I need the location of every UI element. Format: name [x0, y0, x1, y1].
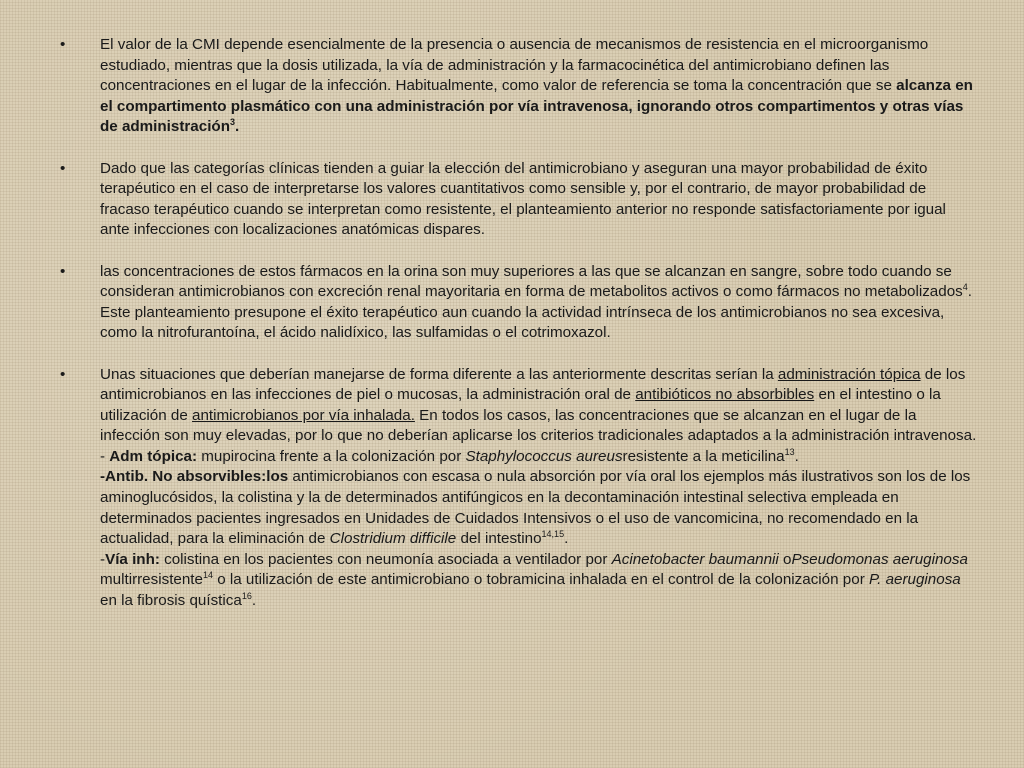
- text-run: mupirocina frente a la colonización por: [197, 447, 466, 465]
- bullet-paragraph-categorias: [58, 159, 978, 241]
- underlined-term: antimicrobianos por vía inhalada.: [192, 406, 415, 424]
- bullet-block-situaciones: [58, 365, 978, 612]
- text-run: -: [100, 447, 110, 465]
- text-run: colistina en los pacientes con neumonía asociada a ventilador por: [159, 550, 612, 568]
- bullet-icon: •: [60, 159, 66, 177]
- superscript-ref: 14: [202, 570, 213, 581]
- text-run: En todos los casos, las concentraciones que se alcanzan en el lugar de la infección son muy elevadas, por lo que no deberían aplicarse los criterios tradicionales adaptados a la administración intravenosa.: [100, 406, 977, 445]
- text-run: Dado que las categorías clínicas tienden a guiar la elección del antimicrobiano y aseguran una mayor probabilidad de éxito terapéutico en el caso de interpretarse los valores cuantitativos como sensible y, por el contrario, de mayor probabilidad de fracaso terapéutico cuando se interpretan como resistente, el planteamiento anterior no responde satisfactoriamente por igual ante infecciones con localizaciones anatómicas dispares.: [100, 159, 946, 239]
- bullet-paragraph-situaciones: [58, 365, 978, 447]
- sub-item-via-inhalada: [58, 550, 978, 612]
- bullet-paragraph-cmi: [58, 35, 978, 138]
- superscript-ref: 3: [229, 117, 235, 128]
- text-run: en la fibrosis quística: [100, 592, 242, 610]
- sub-item-no-absorbibles: [58, 467, 978, 549]
- sub-item-topica: [58, 447, 978, 468]
- text-run: o: [778, 550, 792, 568]
- italic-term: Acinetobacter baumannii: [611, 550, 779, 568]
- bullet-paragraph-orina: [58, 262, 978, 344]
- italic-term: Staphylococcus aureus: [465, 447, 623, 465]
- text-run: -: [100, 550, 106, 568]
- italic-term: P. aeruginosa: [868, 571, 961, 589]
- text-run: multirresistente: [100, 571, 203, 589]
- bullet-icon: •: [60, 262, 66, 280]
- bold-text: -Antib. No absorvibles:los: [100, 468, 289, 486]
- text-run: .: [235, 118, 240, 136]
- italic-term: Pseudomonas aeruginosa: [791, 550, 968, 568]
- text-run: . Este planteamiento presupone el éxito terapéutico aun cuando la actividad intrínseca de los antimicrobianos no sea excesiva, como la nitrofurantoína, el ácido nalidíxico, las sulfamidas o el cotrimoxazol.: [100, 283, 972, 342]
- text-run: resistente a la meticilina: [622, 447, 785, 465]
- text-run: del intestino: [456, 530, 542, 548]
- superscript-ref: 13: [784, 446, 795, 457]
- text-run: en el intestino o la utilización de: [100, 386, 941, 424]
- underlined-term: antibióticos no absorbibles: [635, 386, 815, 404]
- text-run: El valor de la CMI depende esencialmente de la presencia o ausencia de mecanismos de resistencia en el microorganismo estudiado, mientras que la dosis utilizada, la vía de administración y la farmacocinética del antimicrobiano definen las concentraciones en el lugar de la infección. Habitualmente, como valor de referencia se toma la concentración que se: [100, 36, 929, 95]
- text-run: .: [794, 447, 799, 465]
- text-run: de los antimicrobianos en las infecciones de piel o mucosas, la administración oral de: [100, 365, 966, 404]
- superscript-ref: 16: [241, 590, 252, 601]
- italic-term: Clostridium difficile: [329, 530, 457, 548]
- slide-content: [58, 35, 978, 612]
- underlined-term: administración tópica: [777, 365, 921, 383]
- text-run: .: [251, 592, 257, 610]
- superscript-ref: 14,15: [541, 529, 565, 540]
- bullet-icon: •: [60, 36, 66, 53]
- bullet-icon: •: [60, 365, 66, 383]
- bold-text: alcanza en el compartimento plasmático con una administración por vía intravenosa, ignorando otros compartimentos y otras vías de administración: [100, 77, 973, 136]
- text-run: o la utilización de este antimicrobiano o tobramicina inhalada en el control de la colonización por: [212, 571, 869, 589]
- bold-text: Adm tópica:: [109, 447, 198, 465]
- bold-text: Vía inh:: [105, 550, 160, 568]
- superscript-ref: 4: [962, 282, 968, 293]
- text-run: Unas situaciones que deberían manejarse de forma diferente a las anteriormente descritas serían la: [100, 365, 778, 383]
- text-run: las concentraciones de estos fármacos en la orina son muy superiores a las que se alcanzan en sangre, sobre todo cuando se consideran antimicrobianos con excreción renal mayoritaria en forma de metabolitos activos o como fármacos no metabolizados: [100, 262, 963, 301]
- text-run: antimicrobianos con escasa o nula absorción por vía oral los ejemplos más ilustrativos son los de los aminoglucósidos, la colistina y la de determinados antifúngicos en la decontaminación intestinal selectiva empleada en determinados pacientes ingresados en Unidades de Cuidados Intensivos o el uso de vancomicina, no recomendado en la actualidad, para la eliminación de: [100, 468, 971, 548]
- text-run: .: [564, 530, 569, 548]
